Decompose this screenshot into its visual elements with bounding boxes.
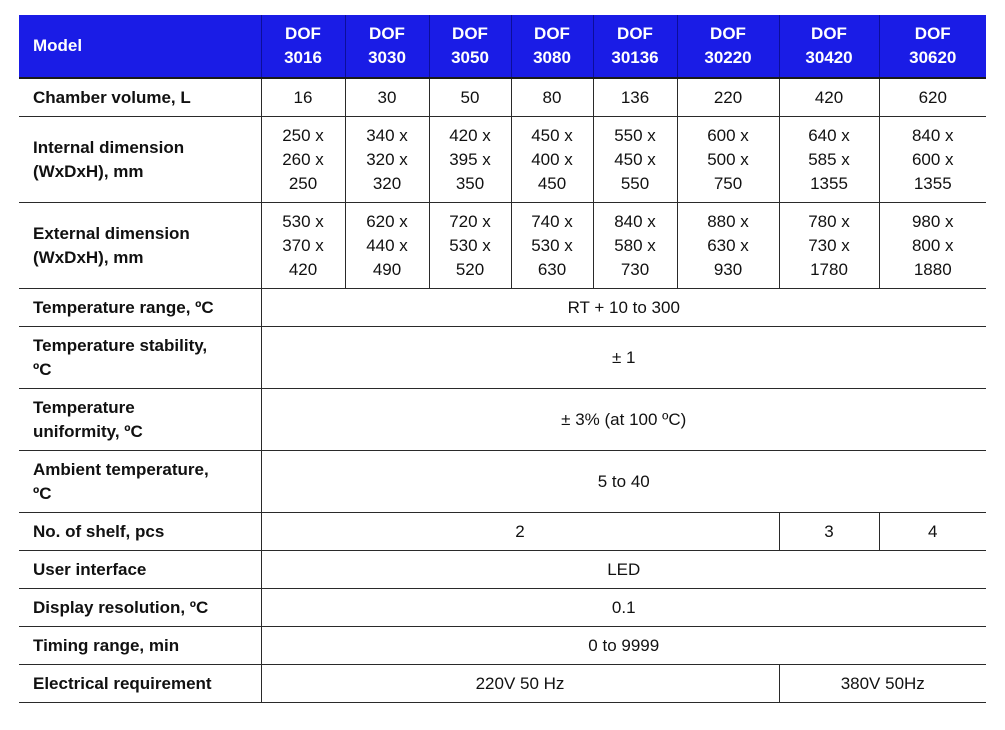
table-cell: 620 x 440 x 490 [345,203,429,289]
table-cell: 530 x 370 x 420 [261,203,345,289]
table-cell: 340 x 320 x 320 [345,117,429,203]
table-cell: 600 x 500 x 750 [677,117,779,203]
row-label: Chamber volume, L [19,78,261,117]
table-cell: 780 x 730 x 1780 [779,203,879,289]
table-cell: 30 [345,78,429,117]
table-cell: 380V 50Hz [779,665,986,703]
model-header-dof3030: DOF 3030 [345,15,429,78]
table-cell: 4 [879,513,986,551]
model-header-dof30220: DOF 30220 [677,15,779,78]
table-cell: 220 [677,78,779,117]
table-cell: 0.1 [261,589,986,627]
spec-table-container [19,15,986,703]
model-header-dof3050: DOF 3050 [429,15,511,78]
row-label: Timing range, min [19,627,261,665]
table-cell: 840 x 580 x 730 [593,203,677,289]
table-cell: 0 to 9999 [261,627,986,665]
row-timing-range [19,627,986,665]
table-cell: 5 to 40 [261,451,986,513]
row-label: Display resolution, ºC [19,589,261,627]
table-cell: 3 [779,513,879,551]
model-header-dof3080: DOF 3080 [511,15,593,78]
table-cell: 50 [429,78,511,117]
row-chamber-volume [19,78,986,117]
model-header-dof30620: DOF 30620 [879,15,986,78]
model-header-dof30420: DOF 30420 [779,15,879,78]
row-label: Ambient temperature, ºC [19,451,261,513]
table-cell: 640 x 585 x 1355 [779,117,879,203]
table-cell: RT + 10 to 300 [261,289,986,327]
table-cell: 250 x 260 x 250 [261,117,345,203]
table-cell: 80 [511,78,593,117]
table-cell: 136 [593,78,677,117]
table-cell: 740 x 530 x 630 [511,203,593,289]
table-cell: 720 x 530 x 520 [429,203,511,289]
row-label: No. of shelf, pcs [19,513,261,551]
table-cell: LED [261,551,986,589]
row-electrical [19,665,986,703]
row-label: Internal dimension (WxDxH), mm [19,117,261,203]
row-internal-dimension [19,117,986,203]
table-cell: ± 1 [261,327,986,389]
table-cell: 16 [261,78,345,117]
table-cell: 620 [879,78,986,117]
row-label: User interface [19,551,261,589]
table-cell: 550 x 450 x 550 [593,117,677,203]
table-cell: 220V 50 Hz [261,665,779,703]
table-cell: ± 3% (at 100 ºC) [261,389,986,451]
row-display-resolution [19,589,986,627]
table-cell: 2 [261,513,779,551]
row-ambient-temperature [19,451,986,513]
model-header: Model [19,15,261,78]
table-cell: 840 x 600 x 1355 [879,117,986,203]
header-row [19,15,986,78]
row-label: Temperature range, ºC [19,289,261,327]
table-cell: 880 x 630 x 930 [677,203,779,289]
model-header-dof30136: DOF 30136 [593,15,677,78]
row-user-interface [19,551,986,589]
spec-table [19,15,986,703]
table-cell: 420 [779,78,879,117]
table-cell: 980 x 800 x 1880 [879,203,986,289]
row-temperature-uniformity [19,389,986,451]
row-label: Temperature uniformity, ºC [19,389,261,451]
row-label: Temperature stability, ºC [19,327,261,389]
row-label: Electrical requirement [19,665,261,703]
table-cell: 420 x 395 x 350 [429,117,511,203]
row-shelf [19,513,986,551]
row-external-dimension [19,203,986,289]
table-cell: 450 x 400 x 450 [511,117,593,203]
row-temperature-range [19,289,986,327]
row-label: External dimension (WxDxH), mm [19,203,261,289]
model-header-dof3016: DOF 3016 [261,15,345,78]
row-temperature-stability [19,327,986,389]
